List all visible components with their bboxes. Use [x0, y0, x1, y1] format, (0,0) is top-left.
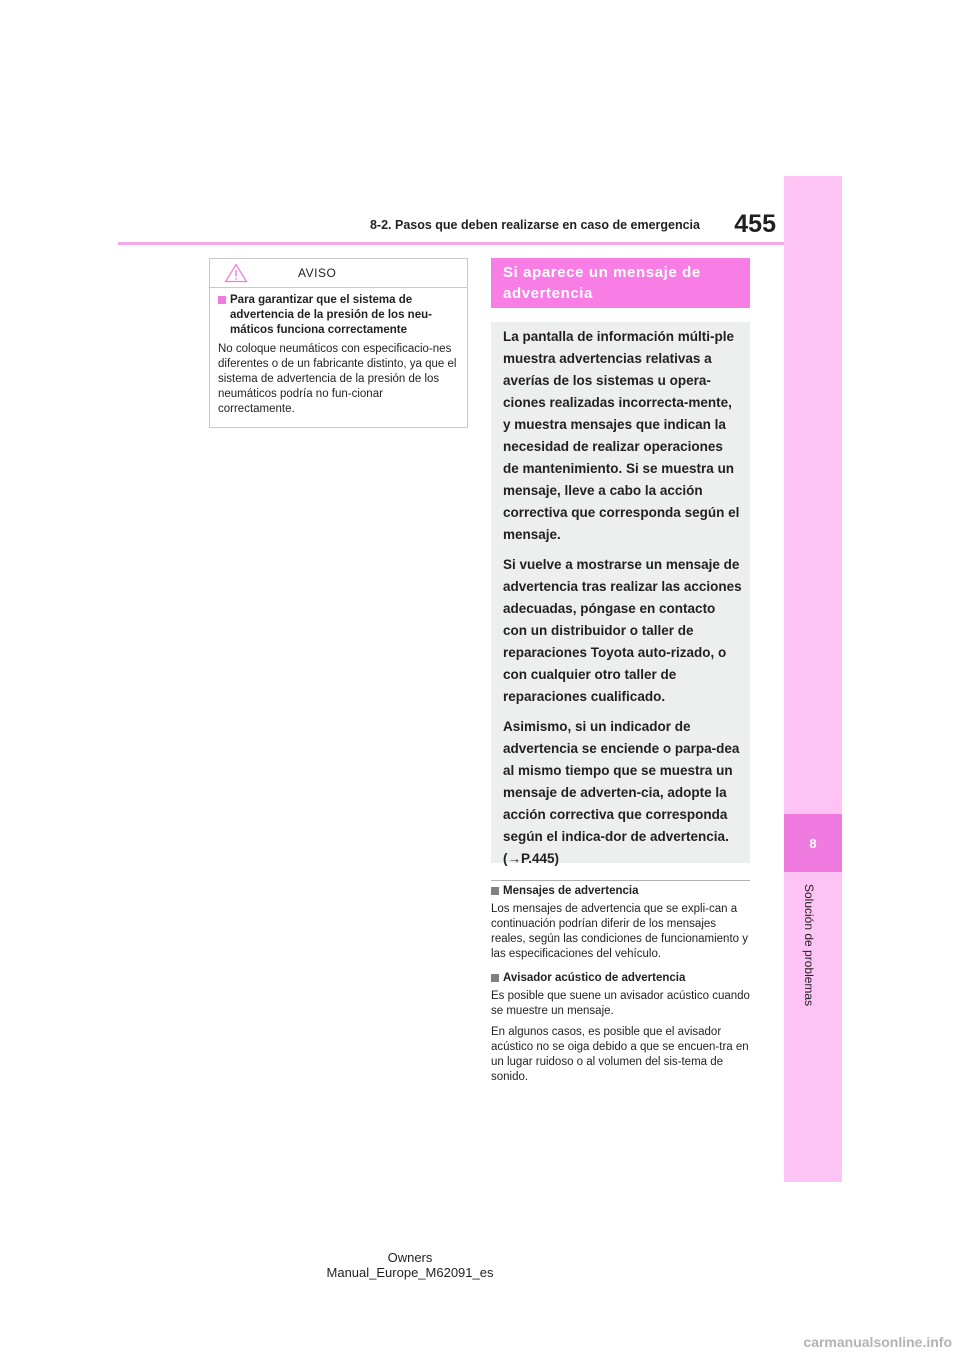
warning-body: [210, 288, 467, 417]
warning-box: [209, 258, 468, 428]
notes-divider: [491, 880, 750, 881]
notes: [491, 884, 750, 1085]
warning-header: [210, 259, 467, 288]
panel-paragraph: Si vuelve a mostrarse un mensaje de advertencia tras realizar las acciones adecuadas, póngase en contacto con un distribuidor o taller de reparaciones Toyota auto-rizado, o con cualquier otro taller de reparaciones cualificado.: [503, 557, 742, 704]
chapter-number-box: 8: [784, 814, 842, 872]
warning-subheading: Para garantizar que el sistema de advertencia de la presión de los neu-máticos funciona correctamente: [218, 293, 459, 338]
manual-id: Owners Manual_Europe_M62091_es: [326, 1250, 494, 1280]
note-heading: Mensajes de advertencia: [491, 884, 750, 899]
warning-text: No coloque neumáticos con especificacio-nes diferentes o de un fabricante distinto, ya que el sistema de advertencia de la presión de los neumáticos podría no fun-cionar correctamente.: [218, 343, 457, 415]
chapter-label: [796, 884, 816, 1024]
warning-triangle-icon: [224, 263, 248, 283]
header-rule: [118, 242, 784, 245]
chapter-side-tab: [784, 176, 842, 1182]
section-title: 8-2. Pasos que deben realizarse en caso de emergencia: [369, 218, 700, 232]
note-text: Los mensajes de advertencia que se expli-can a continuación podrían diferir de los mensajes reales, según las condiciones de funcionamiento y las especificaciones del vehículo.: [491, 903, 748, 960]
note-text: En algunos casos, es posible que el avisador acústico no se oiga debido a que se encuen-tra en un lugar ruidoso o al volumen del sis-tema de sonido.: [491, 1026, 749, 1083]
watermark: carmanualsonline.info: [803, 1334, 952, 1350]
message-panel: [491, 322, 750, 866]
panel-paragraph: La pantalla de información múlti-ple muestra advertencias relativas a averías de los sistemas u opera-ciones realizadas incorrecta-mente, y muestra mensajes que indican la necesidad de realizar operaciones de mantenimiento. Si se muestra un mensaje, lleve a cabo la acción correctiva que corresponda según el mensaje.: [503, 329, 740, 542]
section-heading: Si aparece un mensaje de advertencia: [491, 258, 750, 308]
panel-paragraph: Asimismo, si un indicador de advertencia se enciende o parpa-dea al mismo tiempo que se muestra un mensaje de adverten-cia, adopte la acción correctiva que corresponda según el indica-dor de advertencia. (→P.445): [503, 719, 740, 866]
warning-title: AVISO: [298, 266, 337, 280]
page-number: 455: [734, 210, 776, 238]
note-text: Es posible que suene un avisador acústico cuando se muestre un mensaje.: [491, 990, 750, 1017]
note-heading: Avisador acústico de advertencia: [491, 971, 750, 986]
chapter-title: Solución de problemas: [802, 884, 816, 1007]
